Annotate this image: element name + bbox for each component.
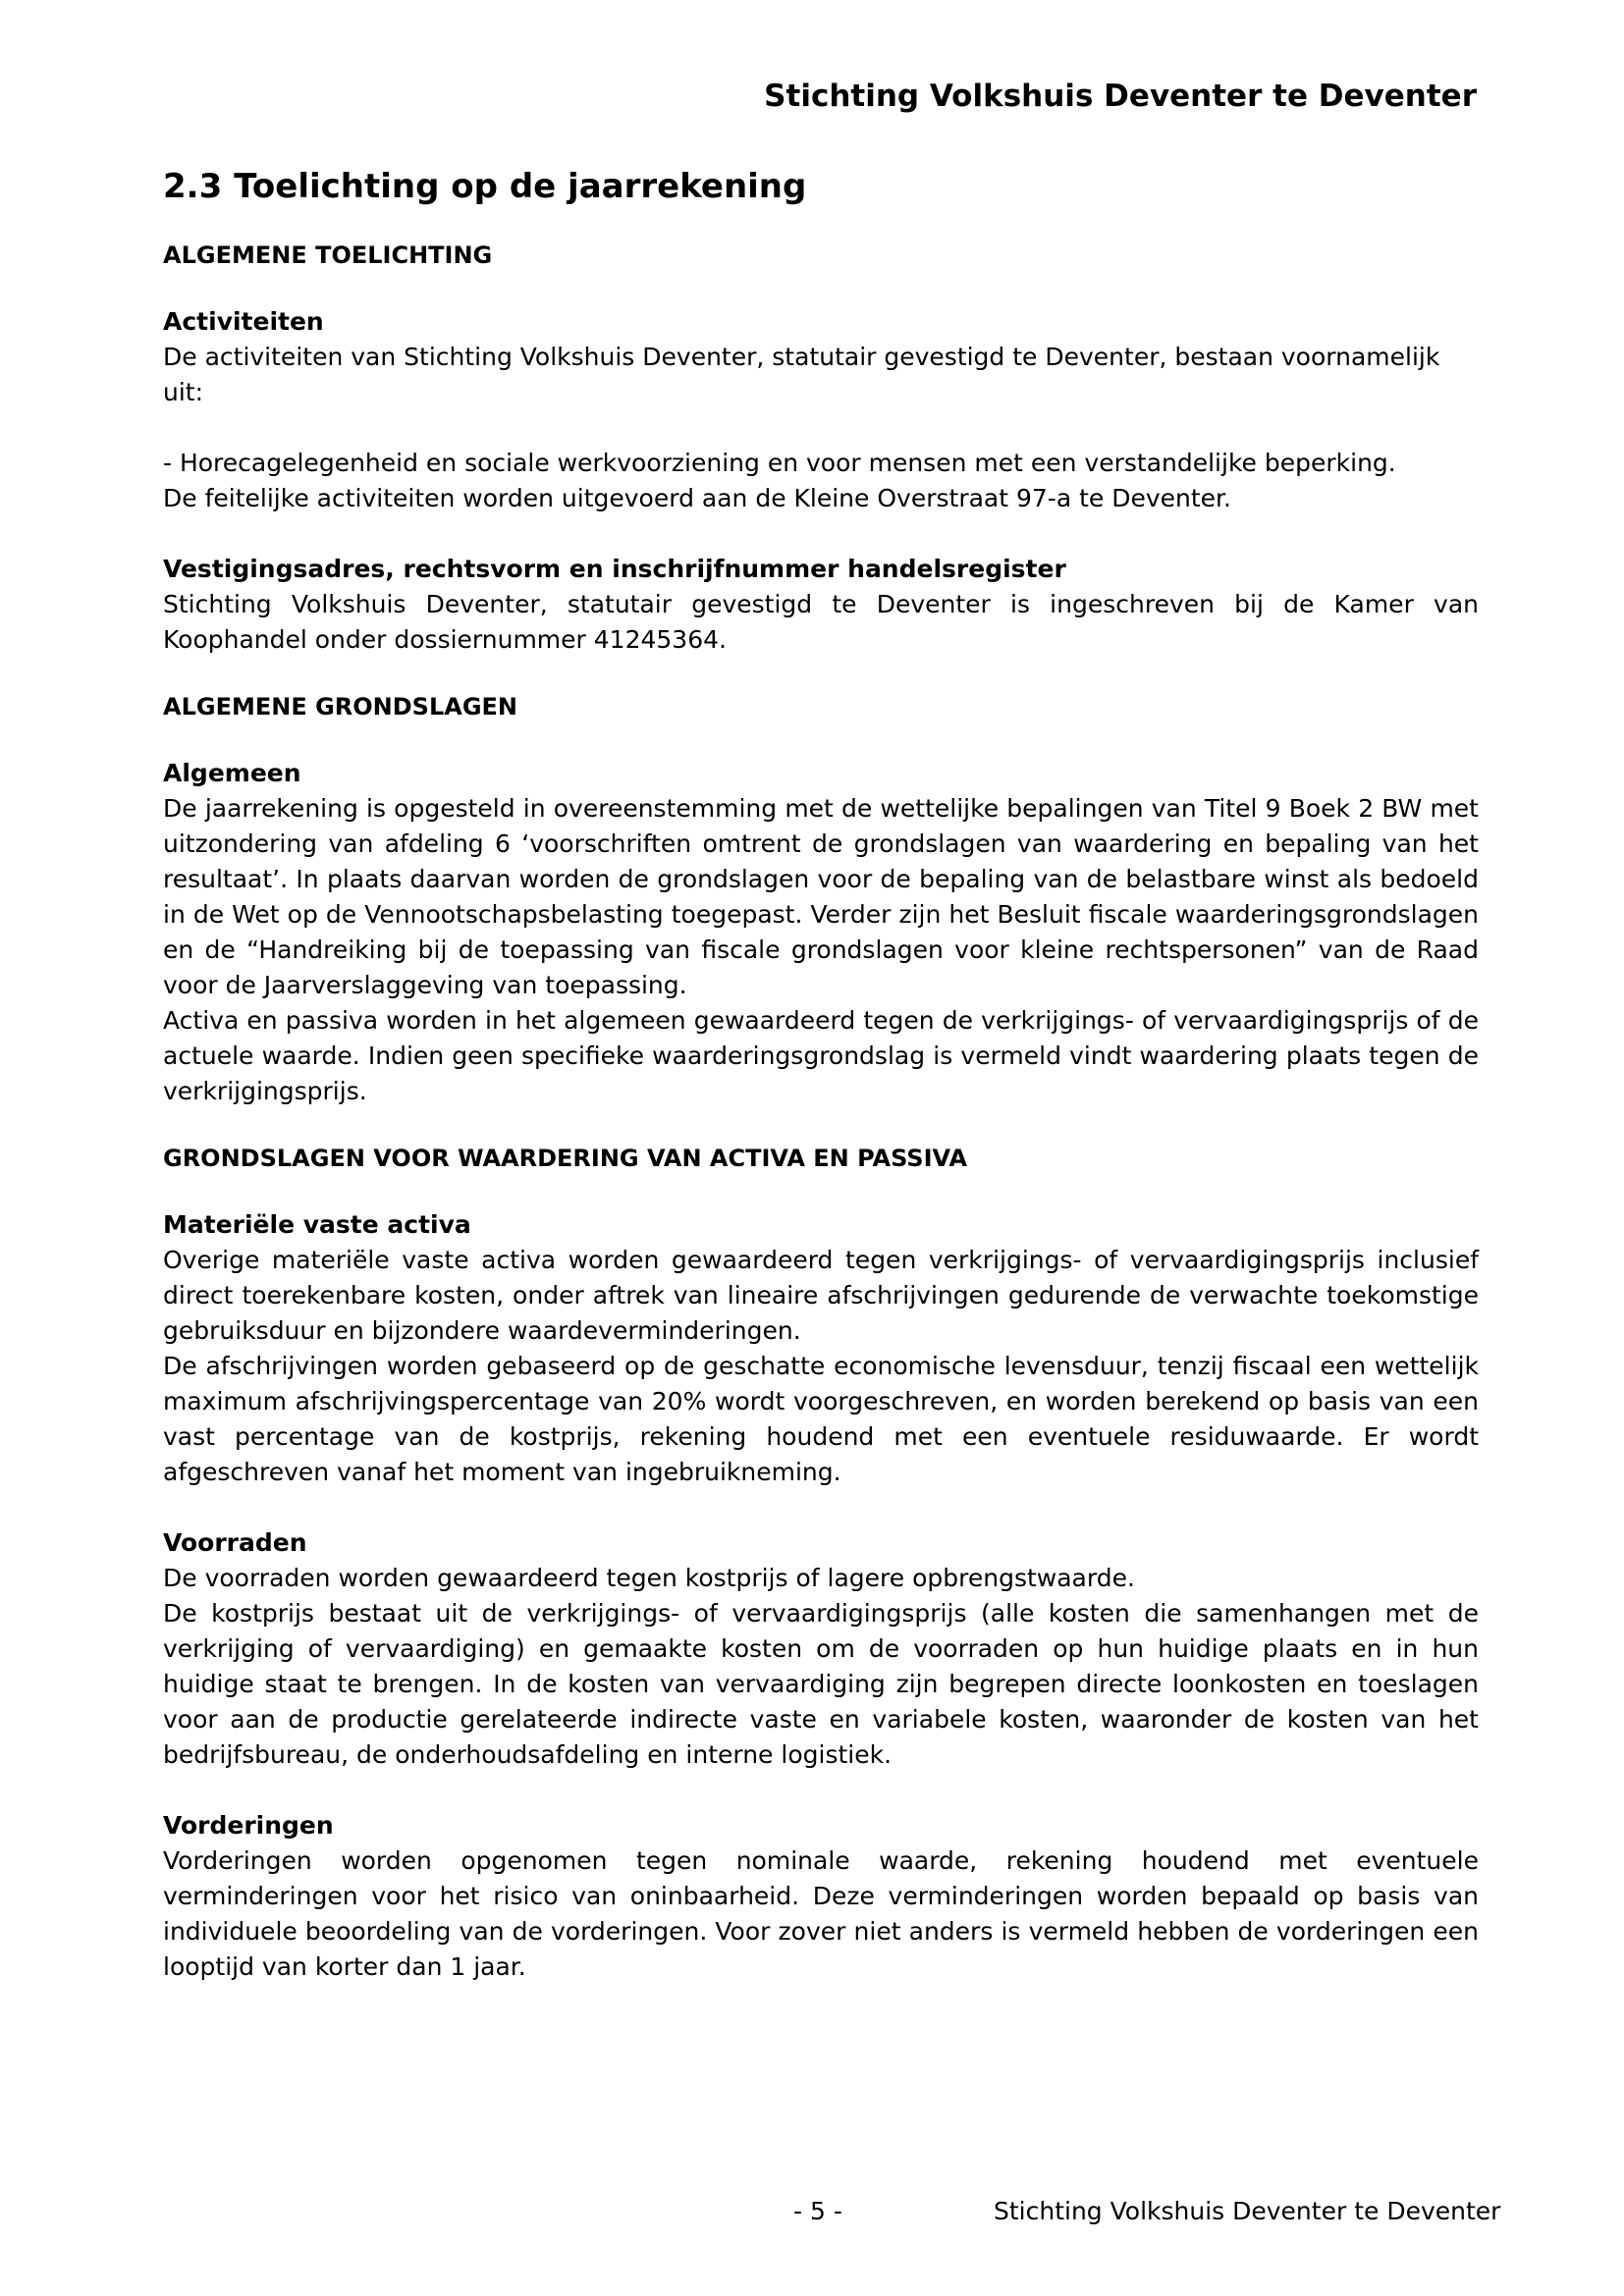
activities-item: - Horecagelegenheid en sociale werkvoorziening en voor mensen met een verstandelijke beperking. bbox=[163, 449, 1396, 477]
receivables-paragraph-1: Vorderingen worden opgenomen tegen nominale waarde, rekening houdend met eventuele verminderingen voor het risico van oninbaarheid. Deze verminderingen worden bepaald op basis van individuele beoordeling van de vorderingen. Voor zover niet anders is vermeld hebben de vorderingen een looptijd van korter dan 1 jaar. bbox=[163, 1846, 1479, 1981]
registration-section bbox=[163, 552, 1479, 658]
fixed-assets-paragraph-1: Overige materiële vaste activa worden gewaardeerd tegen verkrijgings- of vervaardigingsprijs inclusief direct toerekenbare kosten, onder aftrek van lineaire afschrijvingen gedurende de verwachte toekomstige gebruiksduur en bijzondere waardeverminderingen. bbox=[163, 1246, 1479, 1345]
inventory-paragraph-2: De kostprijs bestaat uit de verkrijgings- of vervaardigingsprijs (alle kosten die samenhangen met de verkrijging of vervaardiging) en gemaakte kosten om de voorraden op hun huidige plaats en in hun huidige staat te brengen. In de kosten van vervaardiging zijn begrepen directe loonkosten en toeslagen voor aan de productie gerelateerde indirecte vaste en variabele kosten, waaronder de kosten van het bedrijfsbureau, de onderhoudsafdeling en interne logistiek. bbox=[163, 1599, 1479, 1769]
activities-section bbox=[163, 304, 1479, 516]
general-paragraph-2: Activa en passiva worden in het algemeen gewaardeerd tegen de verkrijgings- of vervaardigingsprijs of de actuele waarde. Indien geen specifieke waarderingsgrondslag is vermeld vindt waardering plaats tegen de verkrijgingsprijs. bbox=[163, 1006, 1479, 1105]
caption-valuation: GRONDSLAGEN VOOR WAARDERING VAN ACTIVA EN PASSIVA bbox=[163, 1145, 968, 1172]
fixed-assets-heading: Materiële vaste activa bbox=[163, 1210, 471, 1239]
caption-principles: ALGEMENE GRONDSLAGEN bbox=[163, 693, 517, 721]
fixed-assets-section bbox=[163, 1207, 1479, 1490]
running-header: Stichting Volkshuis Deventer te Deventer bbox=[764, 79, 1477, 114]
section-title-text: Toelichting op de jaarrekening bbox=[234, 167, 807, 206]
registration-heading: Vestigingsadres, rechtsvorm en inschrijfnummer handelsregister bbox=[163, 555, 1066, 583]
registration-text: Stichting Volkshuis Deventer, statutair gevestigd te Deventer is ingeschreven bij de Kamer van Koophandel onder dossiernummer 41245364. bbox=[163, 590, 1479, 654]
activities-location: De feitelijke activiteiten worden uitgevoerd aan de Kleine Overstraat 97-a te Deventer. bbox=[163, 484, 1231, 512]
footer-organization: Stichting Volkshuis Deventer te Deventer bbox=[994, 2197, 1501, 2225]
section-title bbox=[163, 167, 1479, 206]
activities-intro: De activiteiten van Stichting Volkshuis Deventer, statutair gevestigd te Deventer, bestaan voornamelijk uit: bbox=[163, 343, 1440, 406]
receivables-heading: Vorderingen bbox=[163, 1811, 334, 1840]
receivables-section bbox=[163, 1808, 1479, 1985]
inventory-paragraph-1: De voorraden worden gewaardeerd tegen kostprijs of lagere opbrengstwaarde. bbox=[163, 1564, 1135, 1592]
inventory-section bbox=[163, 1525, 1479, 1773]
page-number: - 5 - bbox=[793, 2197, 842, 2225]
general-paragraph-1: De jaarrekening is opgesteld in overeenstemming met de wettelijke bepalingen van Titel 9 Boek 2 BW met uitzondering van afdeling 6 ‘voorschriften omtrent de grondslagen van waardering en bepaling van het resultaat’. In plaats daarvan worden de grondslagen voor de bepaling van de belastbare winst als bedoeld in de Wet op de Vennootschapsbelasting toegepast. Verder zijn het Besluit fiscale waarderingsgrondslagen en de “Handreiking bij de toepassing van fiscale grondslagen voor kleine rechtspersonen” van de Raad voor de Jaarverslaggeving van toepassing. bbox=[163, 794, 1479, 999]
caption-general: ALGEMENE TOELICHTING bbox=[163, 241, 493, 269]
document-body bbox=[163, 167, 1479, 2020]
inventory-heading: Voorraden bbox=[163, 1528, 307, 1557]
activities-heading: Activiteiten bbox=[163, 307, 324, 336]
fixed-assets-paragraph-2: De afschrijvingen worden gebaseerd op de geschatte economische levensduur, tenzij fiscaal een wettelijk maximum afschrijvingspercentage van 20% wordt voorgeschreven, en worden berekend op basis van een vast percentage van de kostprijs, rekening houdend met een eventuele residuwaarde. Er wordt afgeschreven vanaf het moment van ingebruikneming. bbox=[163, 1352, 1479, 1486]
general-heading: Algemeen bbox=[163, 759, 301, 787]
section-number: 2.3 bbox=[163, 167, 223, 206]
general-section bbox=[163, 756, 1479, 1109]
